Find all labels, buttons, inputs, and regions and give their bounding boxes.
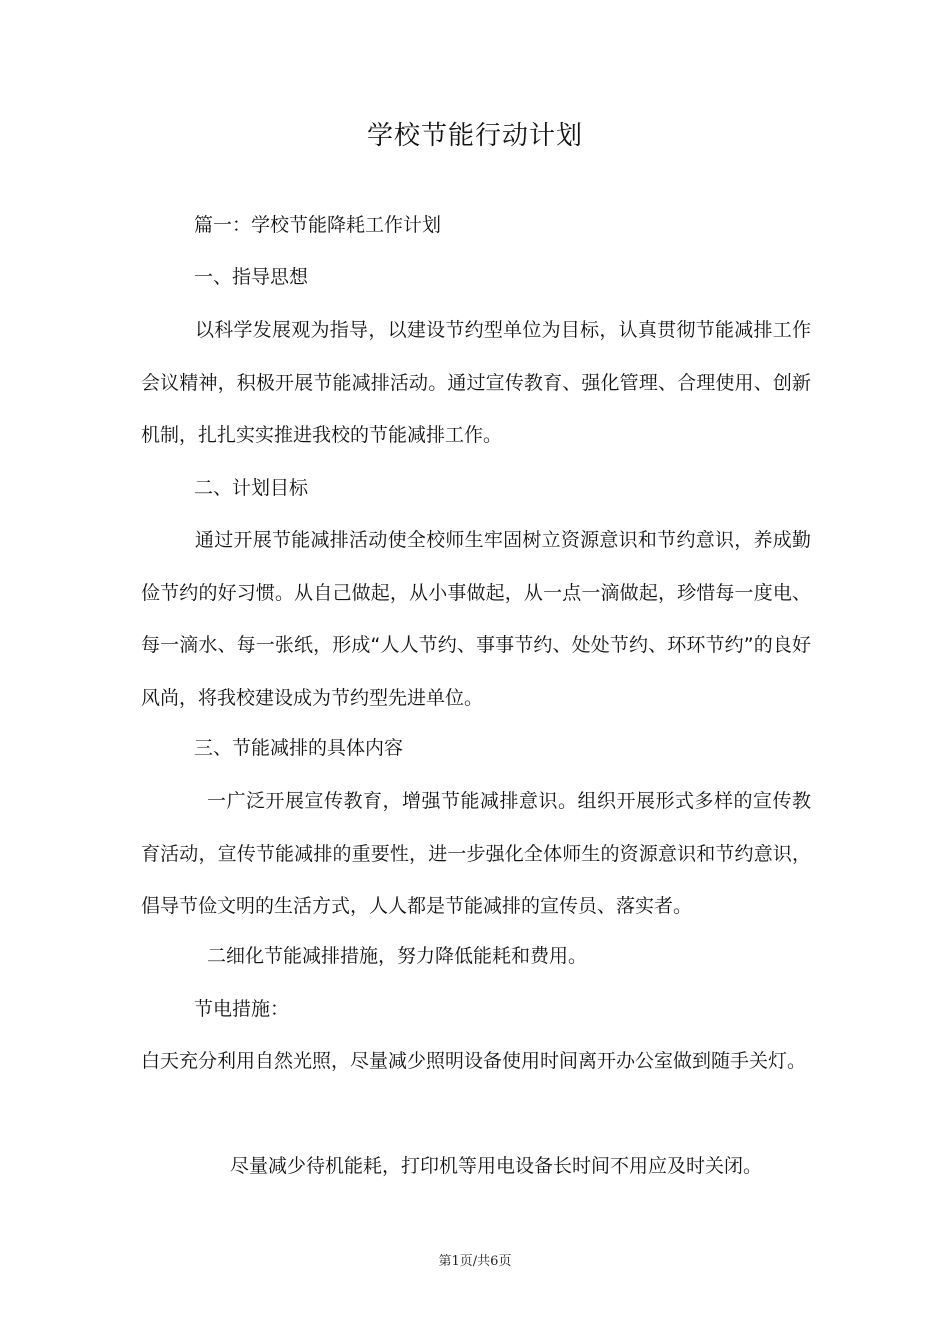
paragraph-natural-light: 白天充分利用自然光照，尽量减少照明设备使用时间离开办公室做到随手关灯。 <box>141 1050 807 1072</box>
paragraph-plan-goals: 通过开展节能减排活动使全校师生牢固树立资源意识和节约意识，养成勤俭节约的好习惯。从自己做起，从小事做起，从一点一滴做起，珍惜每一度电、每一滴水、每一张纸，形成“人人节约、事事节约、处处节约、环环节约”的良好风尚，将我校建设成为节约型先进单位。 <box>141 529 811 709</box>
paragraph-standby-power: 尽量减少待机能耗，打印机等用电设备长时间不用应及时关闭。 <box>230 1155 763 1177</box>
paragraph-guiding-thought: 以科学发展观为指导，以建设节约型单位为目标，认真贯彻节能减排工作会议精神，积极开展节能减排活动。通过宣传教育、强化管理、合理使用、创新机制，扎扎实实推进我校的节能减排工作。 <box>141 319 811 446</box>
subheading-refine-measures: 二细化节能减排措施，努力降低能耗和费用。 <box>207 945 588 967</box>
section-heading-specific-content: 三、节能减排的具体内容 <box>194 737 404 759</box>
paragraph-publicity-education: 一广泛开展宣传教育，增强节能减排意识。组织开展形式多样的宣传教育活动，宣传节能减排的重要性，进一步强化全体师生的资源意识和节约意识，倡导节俭文明的生活方式，人人都是节能减排的宣传员、落实者。 <box>141 790 811 917</box>
document-title: 学校节能行动计划 <box>366 121 583 151</box>
label-power-saving-measures: 节电措施： <box>194 998 290 1020</box>
section-heading-guiding-thought: 一、指导思想 <box>194 266 309 288</box>
page-number-footer: 第1页/共6页 <box>438 1254 512 1269</box>
part-heading: 篇一：学校节能降耗工作计划 <box>194 214 442 236</box>
section-heading-plan-goals: 二、计划目标 <box>194 477 309 499</box>
